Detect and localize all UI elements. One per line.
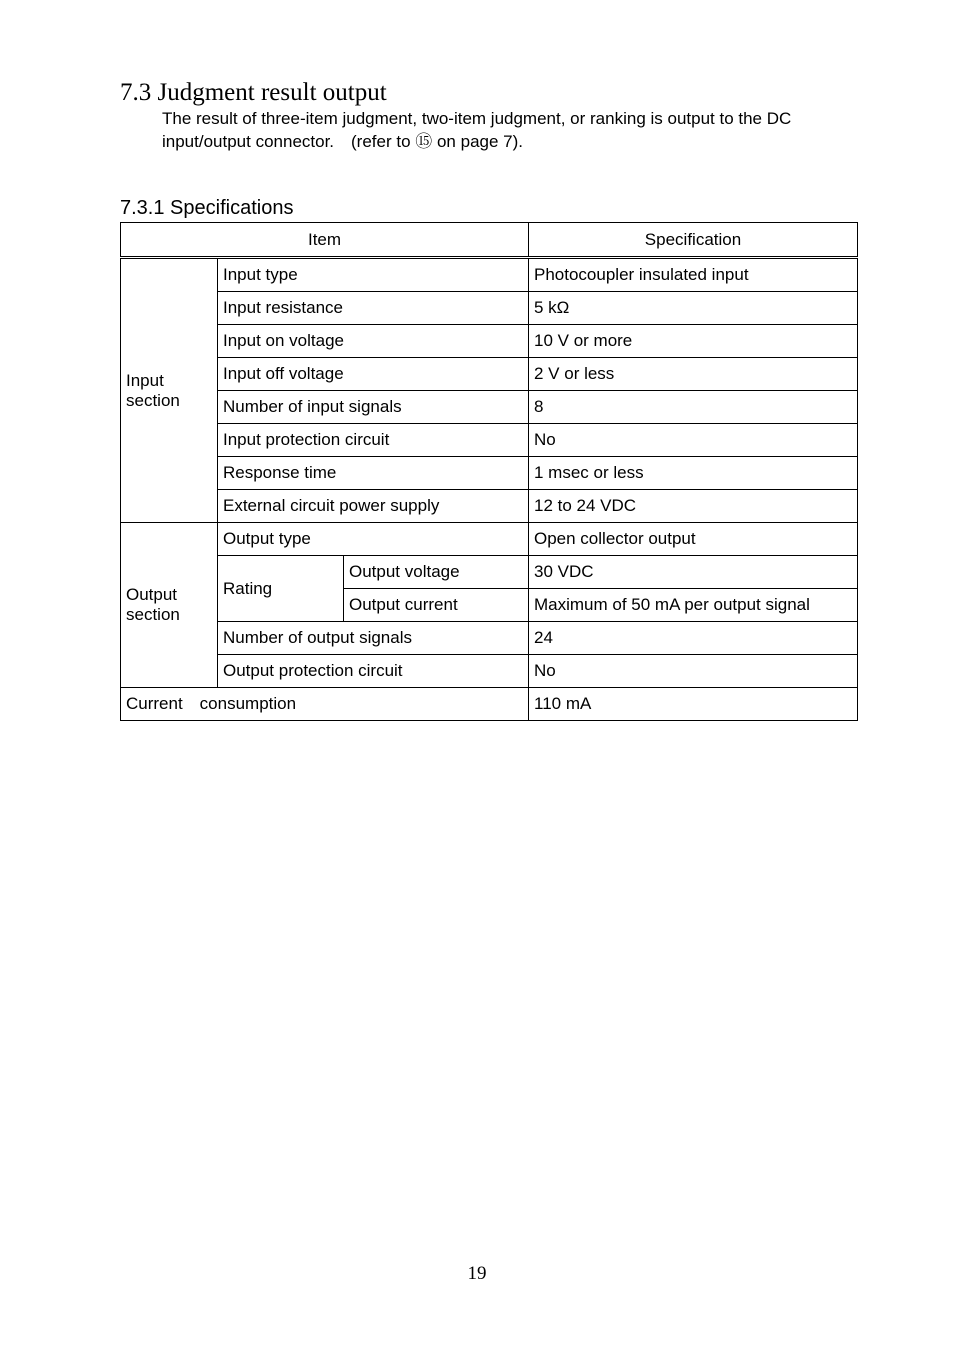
row-item: Output protection circuit <box>218 655 529 688</box>
row-spec: Open collector output <box>529 523 858 556</box>
table-row <box>121 424 858 457</box>
table-row <box>121 325 858 358</box>
table-row <box>121 490 858 523</box>
header-item: Item <box>121 223 529 258</box>
row-spec: 5 kΩ <box>529 292 858 325</box>
row-item: Input protection circuit <box>218 424 529 457</box>
row-item: Input off voltage <box>218 358 529 391</box>
row-item: Response time <box>218 457 529 490</box>
intro-line-1: The result of three-item judgment, two-item judgment, or ranking is output to the DC <box>162 109 792 128</box>
row-item: Input resistance <box>218 292 529 325</box>
row-spec: Photocoupler insulated input <box>529 258 858 292</box>
table-row <box>121 523 858 556</box>
row-item: Output voltage <box>344 556 529 589</box>
row-spec: 30 VDC <box>529 556 858 589</box>
row-spec: 24 <box>529 622 858 655</box>
page-number: 19 <box>467 1263 487 1284</box>
table-row <box>121 358 858 391</box>
row-item: Input on voltage <box>218 325 529 358</box>
row-spec: Maximum of 50 mA per output signal <box>529 589 858 622</box>
table-row <box>121 292 858 325</box>
table-row <box>121 688 858 721</box>
row-item: Input type <box>218 258 529 292</box>
header-specification: Specification <box>529 223 858 258</box>
row-item: Number of input signals <box>218 391 529 424</box>
rating-label: Rating <box>218 556 344 622</box>
table-header-row <box>121 223 858 258</box>
table-row <box>121 258 858 292</box>
intro-paragraph <box>162 107 862 153</box>
row-spec: No <box>529 424 858 457</box>
row-item: Output current <box>344 589 529 622</box>
table-row <box>121 457 858 490</box>
row-item: Number of output signals <box>218 622 529 655</box>
row-spec: 1 msec or less <box>529 457 858 490</box>
table-row <box>121 655 858 688</box>
section-heading: 7.3 Judgment result output <box>120 79 387 106</box>
row-spec: 10 V or more <box>529 325 858 358</box>
current-consumption-value: 110 mA <box>529 688 858 721</box>
row-item: External circuit power supply <box>218 490 529 523</box>
row-spec: 2 V or less <box>529 358 858 391</box>
table-row <box>121 391 858 424</box>
output-section-label: Output section <box>121 523 218 688</box>
intro-line-2: input/output connector. (refer to ⑮ on page 7). <box>162 132 523 151</box>
row-item: Output type <box>218 523 529 556</box>
specifications-table <box>120 222 858 721</box>
table-row <box>121 556 858 589</box>
table-row <box>121 622 858 655</box>
input-section-label: Input section <box>121 258 218 523</box>
row-spec: No <box>529 655 858 688</box>
row-spec: 8 <box>529 391 858 424</box>
subsection-heading: 7.3.1 Specifications <box>120 197 294 219</box>
current-consumption-label: Current consumption <box>121 688 529 721</box>
row-spec: 12 to 24 VDC <box>529 490 858 523</box>
